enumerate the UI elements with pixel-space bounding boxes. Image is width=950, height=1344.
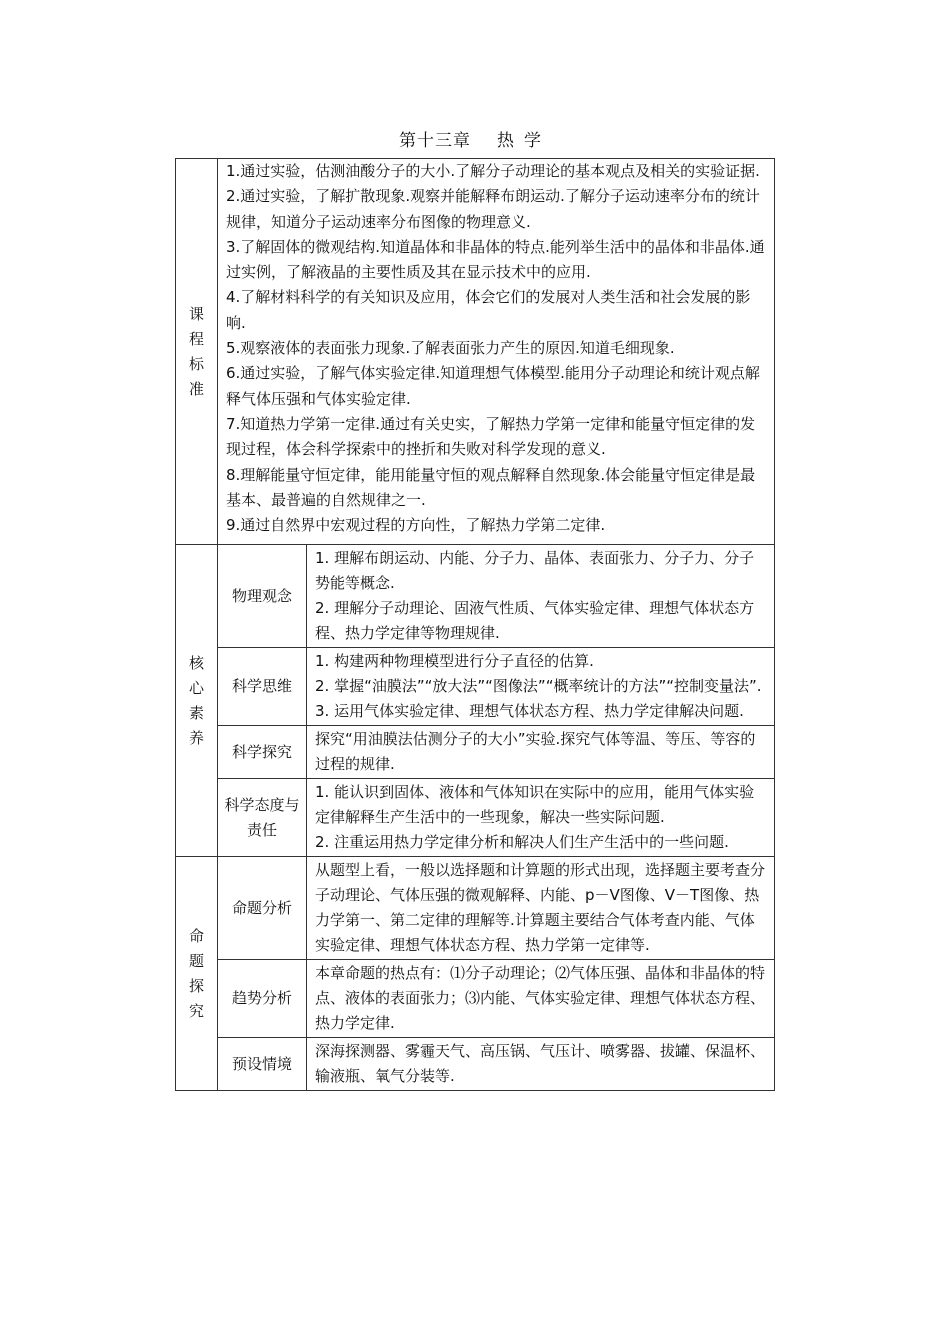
exam-subheading: 命题分析 xyxy=(218,857,307,960)
core-content xyxy=(307,779,775,857)
label-char: 素 xyxy=(188,703,204,722)
curriculum-content xyxy=(218,159,775,545)
content-line: 1. 构建两种物理模型进行分子直径的估算. xyxy=(315,652,594,671)
core-subheading: 物理观念 xyxy=(218,545,307,648)
exam-subheading: 预设情境 xyxy=(218,1038,307,1091)
curriculum-item: 6.通过实验，了解气体实验定律.知道理想气体模型.能用分子动理论和统计观点解释气体压强和气体实验定律. xyxy=(226,364,760,408)
chapter-number: 第十三章 xyxy=(399,131,471,151)
label-char: 探 xyxy=(188,976,204,995)
curriculum-label xyxy=(176,159,218,545)
core-subheading: 科学思维 xyxy=(218,648,307,726)
label-char: 命 xyxy=(188,926,204,945)
label-char: 心 xyxy=(188,678,204,697)
exam-subheading: 趋势分析 xyxy=(218,960,307,1038)
exam-content xyxy=(307,857,775,960)
curriculum-item: 4.了解材料科学的有关知识及应用，体会它们的发展对人类生活和社会发展的影响. xyxy=(226,288,751,332)
exam-content xyxy=(307,960,775,1038)
label-char: 养 xyxy=(188,728,204,747)
content-line: 深海探测器、雾霾天气、高压锅、气压计、喷雾器、拔罐、保温杯、输液瓶、氧气分装等. xyxy=(315,1042,766,1086)
core-row-scientific-thinking xyxy=(176,648,775,726)
content-line: 2. 掌握“油膜法”“放大法”“图像法”“概率统计的方法”“控制变量法”. xyxy=(315,677,762,696)
core-row-attitude-responsibility xyxy=(176,779,775,857)
core-row-scientific-inquiry xyxy=(176,726,775,779)
exam-row-analysis xyxy=(176,857,775,960)
content-line: 3. 运用气体实验定律、理想气体状态方程、热力学定律解决问题. xyxy=(315,702,744,721)
exam-label xyxy=(176,857,218,1091)
core-subheading: 科学探究 xyxy=(218,726,307,779)
curriculum-item: 9.通过自然界中宏观过程的方向性，了解热力学第二定律. xyxy=(226,516,606,535)
core-content xyxy=(307,648,775,726)
exam-row-trend xyxy=(176,960,775,1038)
page-title xyxy=(0,126,950,151)
core-label xyxy=(176,545,218,857)
content-line: 探究“用油膜法估测分子的大小”实验.探究气体等温、等压、等容的过程的规律. xyxy=(315,730,756,774)
curriculum-item: 3.了解固体的微观结构.知道晶体和非晶体的特点.能列举生活中的晶体和非晶体.通过实例，了解液晶的主要性质及其在显示技术中的应用. xyxy=(226,237,765,282)
exam-row-scenarios xyxy=(176,1038,775,1091)
curriculum-item: 1.通过实验，估测油酸分子的大小.了解分子动理论的基本观点及相关的实验证据. xyxy=(226,162,760,180)
core-content xyxy=(307,545,775,648)
chapter-name: 热学 xyxy=(497,131,551,151)
curriculum-item: 8.理解能量守恒定律，能用能量守恒的观点解释自然现象.体会能量守恒定律是最基本、最普遍的自然规律之一. xyxy=(226,465,756,509)
content-line: 从题型上看，一般以选择题和计算题的形式出现，选择题主要考查分子动理论、气体压强的微观解释、内能、p－V图像、V－T图像、热力学第一、第二定律的理解等.计算题主要结合气体考查内能、气体实验定律、理想气体状态方程、热力学第一定律等. xyxy=(315,861,766,955)
core-subheading: 科学态度与责任 xyxy=(218,779,307,857)
content-line: 本章命题的热点有：⑴分子动理论；⑵气体压强、晶体和非晶体的特点、液体的表面张力；⑶内能、气体实验定律、理想气体状态方程、热力学定律. xyxy=(315,964,766,1033)
chapter-overview-table xyxy=(175,158,775,1091)
label-char: 程 xyxy=(188,329,204,348)
content-line: 2. 注重运用热力学定律分析和解决人们生产生活中的一些问题. xyxy=(315,833,729,852)
label-char: 核 xyxy=(188,653,204,672)
label-char: 究 xyxy=(188,1001,204,1020)
content-line: 1. 能认识到固体、液体和气体知识在实际中的应用，能用气体实验定律解释生产生活中的一些现象，解决一些实际问题. xyxy=(315,783,755,827)
exam-content xyxy=(307,1038,775,1091)
curriculum-item: 5.观察液体的表面张力现象.了解表面张力产生的原因.知道毛细现象. xyxy=(226,339,675,358)
core-content xyxy=(307,726,775,779)
curriculum-item: 2.通过实验，了解扩散现象.观察并能解释布朗运动.了解分子运动速率分布的统计规律，知道分子运动速率分布图像的物理意义. xyxy=(226,187,760,231)
label-char: 标 xyxy=(188,354,204,373)
label-char: 题 xyxy=(188,951,204,970)
core-row-physics-concept xyxy=(176,545,775,648)
content-line: 1. 理解布朗运动、内能、分子力、晶体、表面张力、分子力、分子势能等概念. xyxy=(315,549,755,593)
content-line: 2. 理解分子动理论、固液气性质、气体实验定律、理想气体状态方程、热力学定律等物理规律. xyxy=(315,599,755,643)
curriculum-row xyxy=(176,159,775,545)
label-char: 准 xyxy=(188,379,204,398)
label-char: 课 xyxy=(188,304,204,323)
curriculum-item: 7.知道热力学第一定律.通过有关史实，了解热力学第一定律和能量守恒定律的发现过程，体会科学探索中的挫折和失败对科学发现的意义. xyxy=(226,414,756,459)
